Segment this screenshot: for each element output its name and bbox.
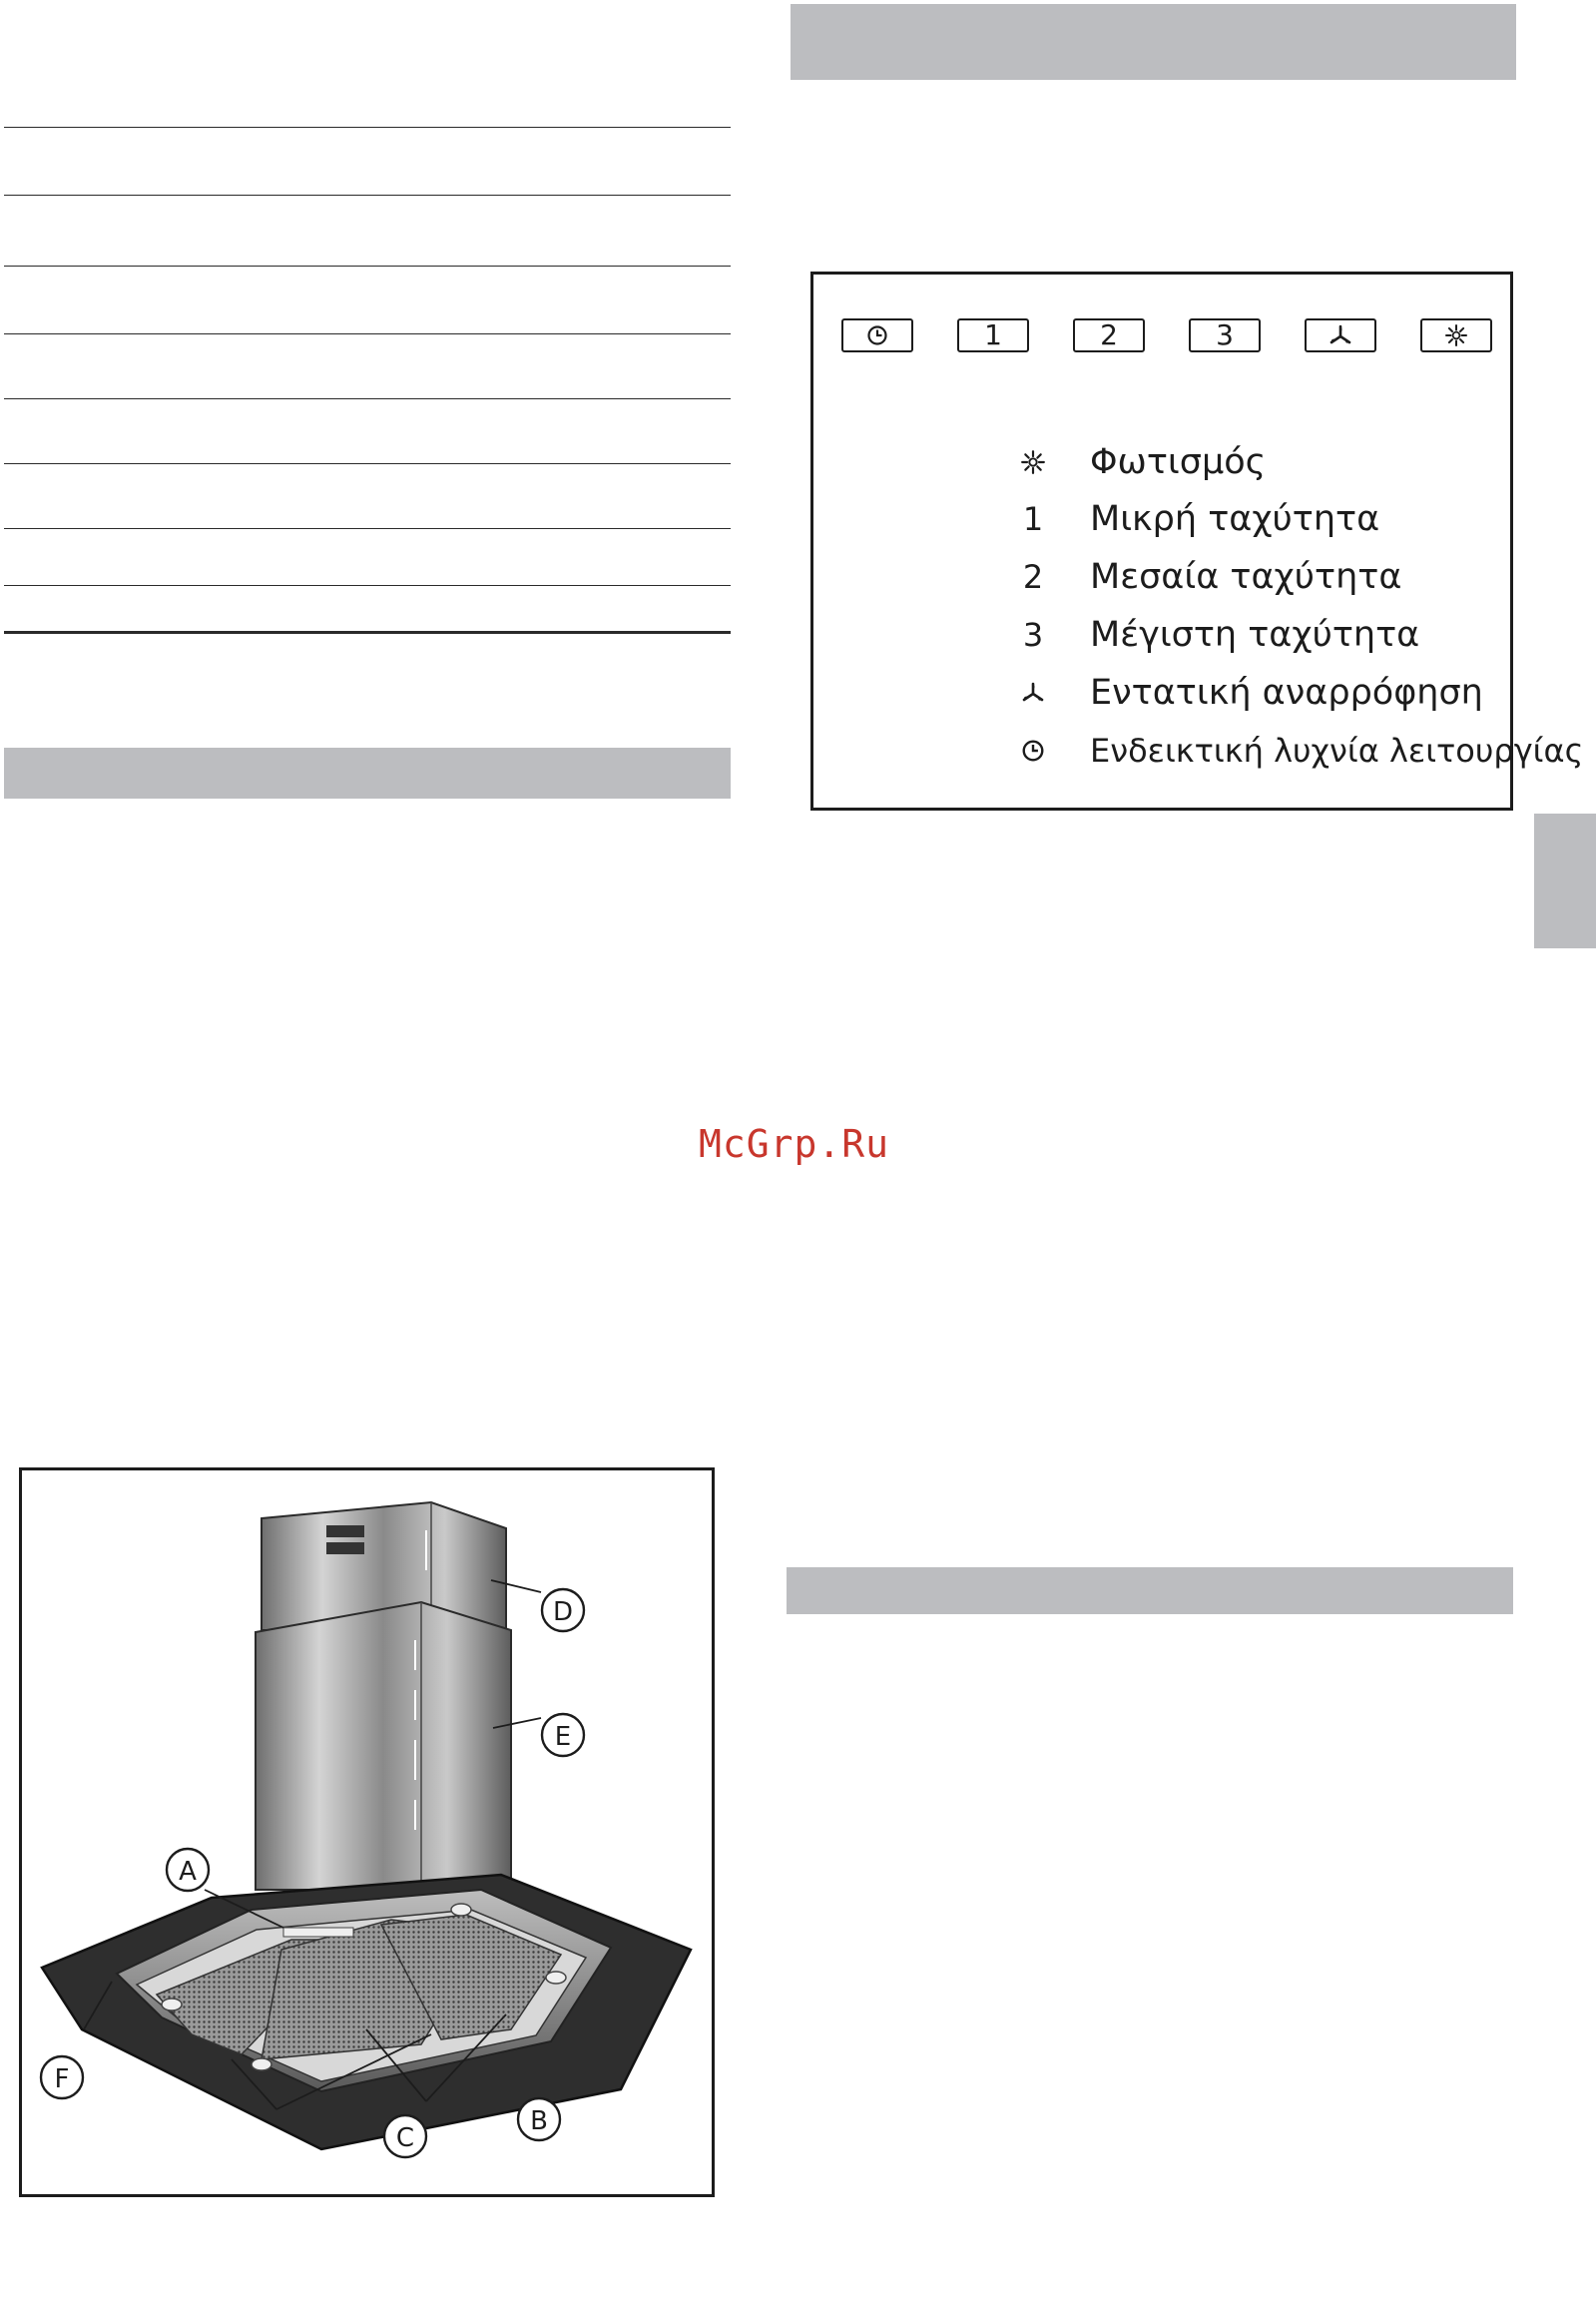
section-bar-top-right xyxy=(791,4,1516,80)
legend-row-light xyxy=(1008,437,1266,487)
rule-line xyxy=(4,463,731,464)
rule-line xyxy=(4,528,731,529)
clock-icon xyxy=(866,324,888,346)
rule-line xyxy=(4,195,731,196)
rule-line xyxy=(4,333,731,334)
section-bar-left xyxy=(4,748,731,799)
indicator-button[interactable] xyxy=(841,318,913,352)
section-bar-bottom-right xyxy=(787,1567,1513,1614)
legend-symbol: 3 xyxy=(1022,616,1044,654)
legend-text: Φωτισμός xyxy=(1090,442,1267,482)
intensive-button[interactable] xyxy=(1305,318,1376,352)
callout-b xyxy=(518,2098,560,2140)
light-icon xyxy=(1020,449,1046,475)
light-button[interactable] xyxy=(1420,318,1492,352)
rule-line xyxy=(4,127,731,128)
legend-text: Μικρή ταχύτητα xyxy=(1090,499,1380,539)
page-side-tab xyxy=(1534,814,1596,948)
clock-icon xyxy=(1021,739,1045,763)
watermark: McGrp.Ru xyxy=(699,1122,890,1166)
legend-row-speed-3 xyxy=(1008,610,1419,660)
legend-symbol: 2 xyxy=(1022,558,1044,596)
rule-line xyxy=(4,398,731,399)
legend-symbol xyxy=(1008,449,1058,475)
callout-a xyxy=(167,1849,209,1891)
svg-text:E: E xyxy=(554,1722,572,1752)
legend-symbol xyxy=(1008,681,1058,705)
legend-row-speed-1 xyxy=(1008,494,1379,544)
control-strip xyxy=(283,1928,353,1937)
callout-e xyxy=(542,1714,584,1756)
legend-text: Ενδεικτική λυχνία λειτουργίας xyxy=(1090,732,1584,770)
fan-icon xyxy=(1019,681,1047,705)
speed-1-label: 1 xyxy=(984,318,1002,351)
legend-text: Μέγιστη ταχύτητα xyxy=(1090,615,1420,655)
control-panel-diagram xyxy=(810,272,1584,811)
rule-line xyxy=(4,585,731,586)
svg-text:A: A xyxy=(179,1857,197,1887)
rule-line xyxy=(4,631,731,634)
callout-f xyxy=(41,2056,83,2098)
hood-figure xyxy=(19,1467,715,2197)
lower-chimney xyxy=(256,1602,511,1890)
speed-1-button[interactable] xyxy=(957,318,1029,352)
light-icon xyxy=(1444,323,1468,347)
svg-text:D: D xyxy=(552,1597,574,1627)
legend-row-intensive xyxy=(1008,668,1483,718)
svg-text:F: F xyxy=(54,2064,70,2094)
legend-symbol xyxy=(1008,739,1058,763)
hood-illustration xyxy=(22,1470,712,2194)
legend-text: Μεσαία ταχύτητα xyxy=(1090,557,1402,597)
legend-row-speed-2 xyxy=(1008,552,1401,602)
legend-text: Εντατική αναρρόφηση xyxy=(1090,673,1483,713)
legend-symbol: 1 xyxy=(1022,500,1044,538)
speed-3-label: 3 xyxy=(1216,318,1234,351)
svg-text:B: B xyxy=(530,2106,548,2136)
callout-d xyxy=(542,1589,584,1631)
svg-text:C: C xyxy=(395,2123,415,2153)
speed-3-button[interactable] xyxy=(1189,318,1261,352)
fan-icon xyxy=(1327,323,1354,347)
legend-row-indicator xyxy=(1008,726,1583,776)
speed-2-button[interactable] xyxy=(1073,318,1145,352)
rule-line xyxy=(4,266,731,267)
speed-2-label: 2 xyxy=(1100,318,1118,351)
callout-c xyxy=(384,2115,426,2157)
